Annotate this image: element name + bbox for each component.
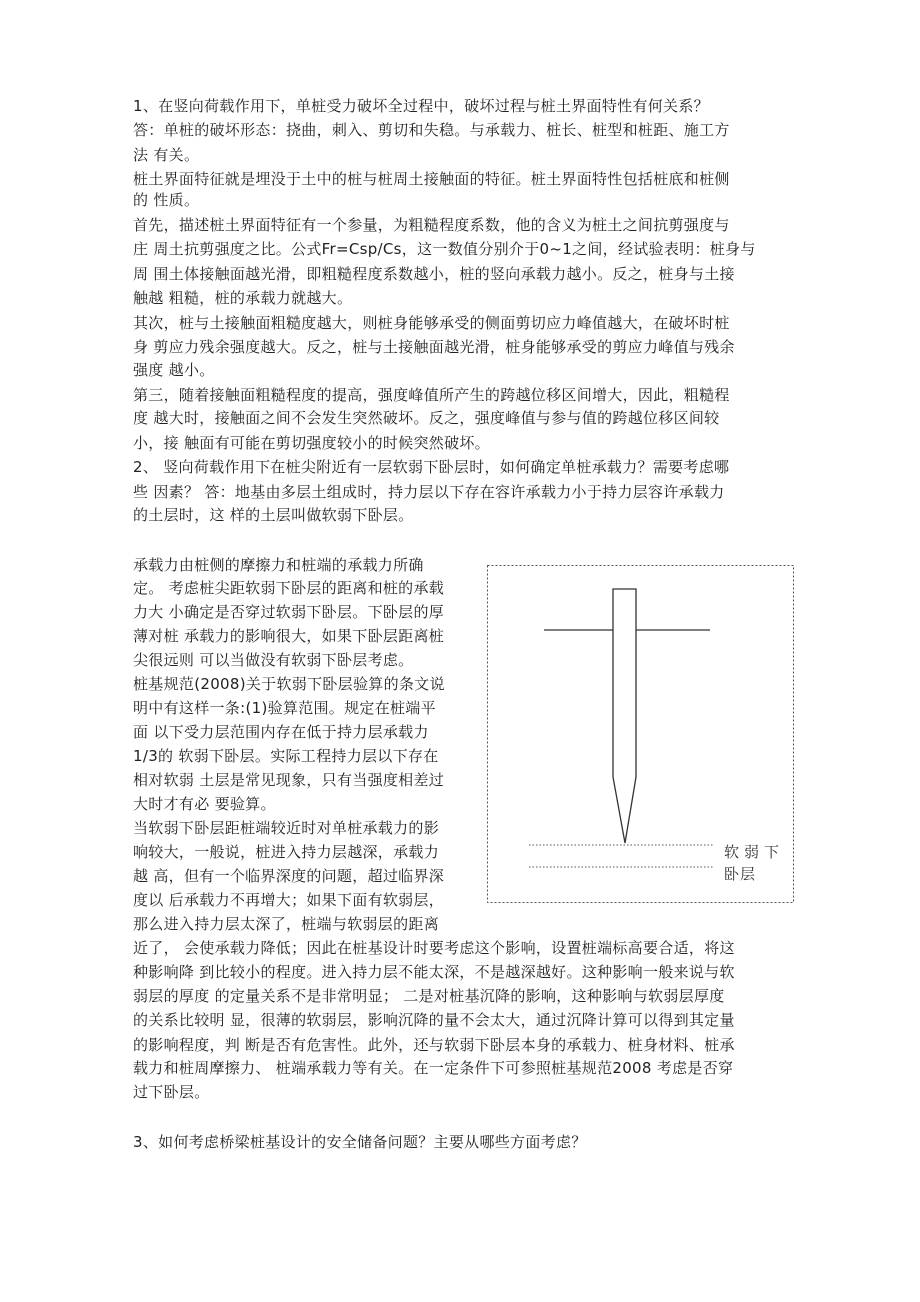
- text-line: 答：单桩的破坏形态：挠曲，刺入、剪切和失稳。与承载力、桩长、桩型和桩距、施工方: [133, 121, 730, 139]
- text-line: 大时才有必 要验算。: [133, 795, 276, 813]
- text-line: 响较大，一般说，桩进入持力层越深，承载力: [133, 843, 440, 861]
- text-line: 小，接 触面有可能在剪切强度较小的时候突然破坏。: [133, 434, 490, 452]
- text-line: 强度 越小。: [133, 361, 215, 379]
- text-line: 越 高，但有一个临界深度的问题，超过临界深: [133, 867, 445, 885]
- text-line: 薄对桩 承载力的影响很大，如果下卧层距离桩: [133, 627, 445, 645]
- text-line: 当软弱下卧层距桩端较近时对单桩承载力的影: [133, 819, 440, 837]
- text-line: 载力和桩周摩擦力、 桩端承载力等有关。在一定条件下可参照桩基规范2008 考虑是否穿: [133, 1059, 734, 1077]
- pile-diagram: [487, 565, 794, 903]
- text-line: 法 有关。: [133, 146, 200, 164]
- question-2: 2、 竖向荷载作用下在桩尖附近有一层软弱下卧层时，如何确定单桩承载力？需要考虑哪: [133, 458, 730, 476]
- text-line: 承载力由桩侧的摩擦力和桩端的承载力所确: [133, 556, 424, 574]
- text-line: 相对软弱 土层是常见现象，只有当强度相差过: [133, 771, 445, 789]
- text-line: 第三，随着接触面粗糙程度的提高，强度峰值所产生的跨越位移区间增大，因此，粗糙程: [133, 386, 730, 404]
- text-line: 种影响降 到比较小的程度。进入持力层不能太深，不是越深越好。这种影响一般来说与软: [133, 963, 735, 981]
- text-line: 周 围土体接触面越光滑，即粗糙程度系数越小，桩的竖向承载力越小。反之，桩身与土接: [133, 265, 735, 283]
- text-line: 桩土界面特征就是埋没于土中的桩与桩周土接触面的特征。桩土界面特性包括桩底和桩侧: [133, 170, 730, 188]
- question-3: 3、如何考虑桥梁桩基设计的安全储备问题？主要从哪些方面考虑？: [133, 1133, 587, 1151]
- text-line: 过下卧层。: [133, 1083, 210, 1101]
- text-line: 的影响程度，判 断是否有危害性。此外，还与软弱下卧层本身的承载力、桩身材料、桩承: [133, 1036, 735, 1054]
- text-line: 的土层时，这 样的土层叫做软弱下卧层。: [133, 506, 414, 524]
- text-line: 的 性质。: [133, 191, 200, 209]
- text-line: 的关系比较明 显，很薄的软弱层，影响沉降的量不会太大，通过沉降计算可以得到其定量: [133, 1011, 735, 1029]
- text-line: 1/3的 软弱下卧层。实际工程持力层以下存在: [133, 747, 439, 765]
- weak-layer-label-line2: 卧层: [724, 865, 757, 883]
- text-line: 那么进入持力层太深了，桩端与软弱层的距离: [133, 915, 440, 933]
- text-line: 桩基规范(2008)关于软弱下卧层验算的条文说: [133, 675, 445, 693]
- pile-shape: [613, 589, 636, 843]
- text-line: 度 越大时，接触面之间不会发生突然破坏。反之，强度峰值与参与值的跨越位移区间较: [133, 409, 720, 427]
- text-line: 力大 小确定是否穿过软弱下卧层。下卧层的厚: [133, 603, 445, 621]
- text-line: 明中有这样一条:(1)验算范围。规定在桩端平: [133, 699, 436, 717]
- text-line: 些 因素？ 答：地基由多层土组成时，持力层以下存在容许承载力小于持力层容许承载力: [133, 483, 725, 501]
- text-line: 其次，桩与土接触面粗糙度越大，则桩身能够承受的侧面剪切应力峰值越大，在破坏时桩: [133, 314, 730, 332]
- text-line: 定。 考虑桩尖距软弱下卧层的距离和桩的承载: [133, 579, 445, 597]
- text-line: 触越 粗糙，桩的承载力就越大。: [133, 289, 353, 307]
- text-line: 近了， 会使承载力降低；因此在桩基设计时要考虑这个影响，设置桩端标高要合适，将这: [133, 939, 735, 957]
- text-line: 弱层的厚度 的定量关系不是非常明显； 二是对桩基沉降的影响，这种影响与软弱层厚度: [133, 987, 725, 1005]
- question-1: 1、在竖向荷载作用下，单桩受力破坏全过程中，破坏过程与桩土界面特性有何关系？: [133, 97, 709, 115]
- text-line: 尖很远则 可以当做没有软弱下卧层考虑。: [133, 651, 414, 669]
- text-line: 面 以下受力层范围内存在低于持力层承载力: [133, 723, 429, 741]
- text-line: 身 剪应力残余强度越大。反之，桩与土接触面越光滑，桩身能够承受的剪应力峰值与残余: [133, 338, 735, 356]
- weak-layer-label-line1: 软弱下: [724, 843, 785, 861]
- text-line: 度以 后承载力不再增大；如果下面有软弱层，: [133, 891, 445, 909]
- text-line: 首先，描述桩土界面特征有一个参量，为粗糙程度系数，他的含义为桩土之间抗剪强度与: [133, 216, 730, 234]
- text-line: 庄 周土抗剪强度之比。公式Fr=Csp/Cs，这一数值分别介于0~1之间，经试验表明：桩身与: [133, 240, 756, 258]
